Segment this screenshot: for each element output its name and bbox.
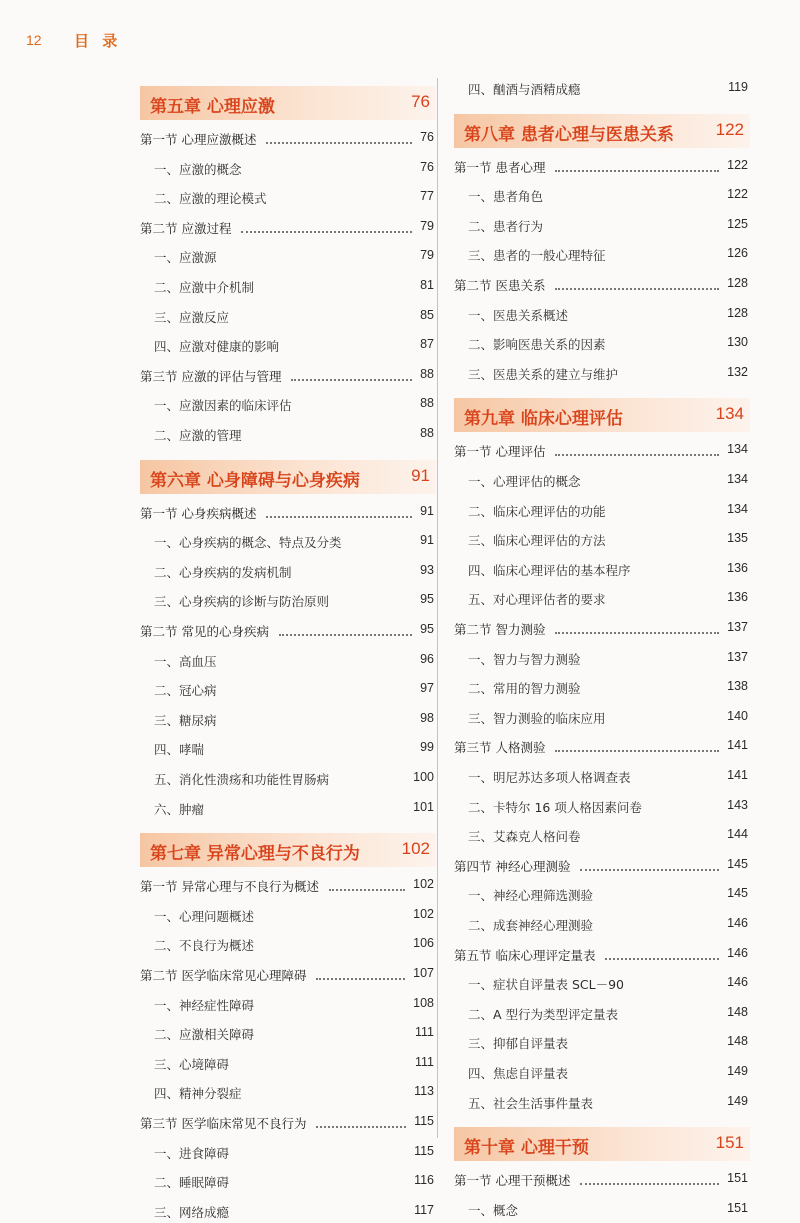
entry-page-number: 99 [420, 740, 434, 755]
toc-subsection-entry[interactable] [140, 650, 434, 672]
entry-page-number: 76 [420, 130, 434, 144]
toc-section-entry[interactable] [454, 156, 748, 178]
toc-section-entry[interactable] [140, 365, 434, 387]
subsection-title: 一、明尼苏达多项人格调查表 [468, 770, 631, 785]
dot-leader [279, 634, 412, 636]
toc-section-entry[interactable] [140, 502, 434, 524]
toc-section-entry[interactable] [454, 944, 748, 966]
dot-leader [316, 978, 405, 980]
toc-subsection-entry[interactable] [140, 306, 434, 328]
toc-subsection-entry[interactable] [140, 798, 434, 820]
toc-subsection-entry[interactable] [140, 590, 434, 612]
toc-subsection-entry[interactable] [140, 158, 434, 180]
entry-page-number: 79 [420, 218, 434, 233]
chapter-heading[interactable] [454, 398, 750, 432]
subsection-title: 二、临床心理评估的功能 [468, 503, 606, 519]
toc-subsection-entry[interactable] [140, 276, 434, 298]
entry-page-number: 141 [727, 768, 748, 782]
toc-subsection-entry[interactable] [454, 588, 748, 610]
entry-page-number: 151 [727, 1171, 748, 1186]
dot-leader [555, 632, 719, 634]
entry-page-number: 132 [727, 364, 748, 379]
subsection-title: 二、应激的理论模式 [154, 191, 267, 207]
subsection-title: 一、心身疾病的概念、特点及分类 [154, 535, 342, 551]
entry-page-number: 98 [420, 710, 434, 725]
toc-subsection-entry[interactable] [140, 1142, 434, 1164]
entry-page-number: 144 [727, 827, 748, 842]
toc-subsection-entry[interactable] [454, 884, 748, 906]
entry-page-number: 126 [727, 246, 748, 261]
entry-page-number: 134 [727, 442, 748, 457]
section-title: 第四节 神经心理测验 [454, 858, 571, 874]
dot-leader [555, 454, 719, 456]
dot-leader [580, 1183, 719, 1185]
toc-subsection-entry[interactable] [454, 333, 748, 355]
entry-page-number: 128 [727, 276, 748, 290]
toc-section-entry[interactable] [454, 1169, 748, 1191]
entry-page-number: 145 [727, 886, 748, 901]
chapter-heading[interactable] [140, 86, 436, 120]
subsection-title: 三、心身疾病的诊断与防治原则 [154, 594, 330, 610]
subsection-title: 二、冠心病 [154, 683, 217, 699]
entry-page-number: 115 [414, 1143, 434, 1158]
toc-subsection-entry[interactable] [454, 766, 748, 788]
toc-subsection-entry[interactable] [454, 78, 748, 100]
entry-page-number: 102 [413, 877, 434, 892]
toc-subsection-entry[interactable] [454, 1092, 748, 1114]
section-title: 第二节 医患关系 [454, 278, 546, 293]
subsection-title: 一、神经心理筛选测验 [468, 888, 594, 904]
toc-section-entry[interactable] [454, 736, 748, 758]
toc-subsection-entry[interactable] [454, 244, 748, 266]
entry-page-number: 76 [420, 159, 434, 174]
subsection-title: 三、抑郁自评量表 [468, 1036, 569, 1052]
entry-page-number: 140 [727, 708, 748, 723]
toc-subsection-entry[interactable] [454, 363, 748, 385]
entry-page-number: 107 [413, 966, 434, 980]
chapter-heading[interactable] [454, 114, 750, 148]
entry-page-number: 97 [420, 681, 434, 696]
subsection-title: 三、应激反应 [154, 309, 230, 325]
toc-subsection-entry[interactable] [454, 529, 748, 551]
entry-page-number: 128 [727, 305, 748, 320]
entry-page-number: 136 [727, 590, 748, 605]
toc-section-entry[interactable] [140, 620, 434, 642]
subsection-title: 二、患者行为 [468, 218, 544, 234]
chapter-title: 第十章 心理干预 [464, 1138, 589, 1159]
subsection-title: 五、对心理评估者的要求 [468, 592, 606, 608]
page-number: 12 [26, 32, 42, 48]
entry-page-number: 102 [413, 906, 434, 921]
toc-subsection-entry[interactable] [140, 1082, 434, 1104]
subsection-title: 一、症状自评量表 SCL－90 [468, 977, 625, 993]
subsection-title: 四、精神分裂症 [154, 1086, 242, 1102]
subsection-title: 一、进食障碍 [154, 1145, 230, 1161]
subsection-title: 一、神经症性障碍 [154, 997, 255, 1013]
entry-page-number: 96 [420, 651, 434, 666]
chapter-title: 第八章 患者心理与医患关系 [464, 124, 674, 145]
toc-subsection-entry[interactable] [454, 707, 748, 729]
toc-subsection-entry[interactable] [454, 1003, 748, 1025]
toc-subsection-entry[interactable] [454, 470, 748, 492]
subsection-title: 三、医患关系的建立与维护 [468, 366, 619, 382]
dot-leader [580, 869, 719, 871]
subsection-title: 二、应激相关障碍 [154, 1027, 255, 1043]
toc-subsection-entry[interactable] [140, 561, 434, 583]
entry-page-number: 151 [727, 1200, 748, 1215]
subsection-title: 二、心身疾病的发病机制 [154, 564, 292, 580]
entry-page-number: 116 [414, 1173, 434, 1188]
toc-section-entry[interactable] [454, 440, 748, 462]
toc-subsection-entry[interactable] [454, 973, 748, 995]
subsection-title: 六、肿瘤 [154, 801, 205, 817]
dot-leader [605, 958, 719, 960]
toc-subsection-entry[interactable] [140, 738, 434, 760]
subsection-title: 二、不良行为概述 [154, 938, 255, 954]
chapter-page-number: 76 [411, 92, 430, 111]
entry-page-number: 145 [727, 856, 748, 871]
entry-page-number: 106 [413, 936, 434, 951]
page-label: 目 录 [74, 32, 122, 50]
toc-subsection-entry[interactable] [140, 246, 434, 268]
toc-subsection-entry[interactable] [454, 677, 748, 699]
entry-page-number: 146 [727, 945, 748, 960]
subsection-title: 三、艾森克人格问卷 [468, 829, 581, 845]
section-title: 第二节 智力测验 [454, 622, 546, 637]
entry-page-number: 77 [420, 189, 434, 204]
chapter-title: 第九章 临床心理评估 [464, 409, 623, 430]
subsection-title: 三、临床心理评估的方法 [468, 533, 606, 549]
toc-subsection-entry[interactable] [140, 187, 434, 209]
dot-leader [266, 142, 412, 144]
subsection-title: 二、常用的智力测验 [468, 681, 581, 697]
entry-page-number: 79 [420, 248, 434, 263]
entry-page-number: 87 [420, 337, 434, 352]
entry-page-number: 100 [413, 770, 434, 784]
entry-page-number: 93 [420, 562, 434, 577]
section-title: 第一节 患者心理 [454, 159, 546, 175]
toc-subsection-entry[interactable] [454, 500, 748, 522]
section-title: 第一节 心理干预概述 [454, 1173, 571, 1189]
entry-page-number: 146 [727, 916, 748, 930]
entry-page-number: 122 [727, 157, 748, 172]
dot-leader [241, 231, 412, 233]
subsection-title: 二、卡特尔 16 项人格因素问卷 [468, 799, 642, 815]
page-header [0, 28, 800, 52]
toc-subsection-entry[interactable] [454, 1032, 748, 1054]
subsection-title: 二、影响医患关系的因素 [468, 337, 606, 353]
toc-section-entry[interactable] [140, 1112, 434, 1134]
entry-page-number: 91 [420, 503, 434, 518]
entry-page-number: 101 [413, 799, 434, 814]
subsection-title: 一、高血压 [154, 653, 217, 669]
section-title: 第五节 临床心理评定量表 [454, 947, 596, 963]
chapter-heading[interactable] [140, 833, 436, 867]
entry-page-number: 148 [727, 1004, 748, 1019]
entry-page-number: 141 [727, 738, 748, 753]
toc-subsection-entry[interactable] [140, 531, 434, 553]
toc-section-entry[interactable] [140, 217, 434, 239]
dot-leader [291, 379, 412, 381]
toc-subsection-entry[interactable] [140, 424, 434, 446]
entry-page-number: 108 [413, 995, 434, 1010]
section-title: 第三节 人格测验 [454, 740, 546, 756]
entry-page-number: 88 [420, 396, 434, 411]
toc-subsection-entry[interactable] [454, 559, 748, 581]
toc-subsection-entry[interactable] [140, 709, 434, 731]
entry-page-number: 135 [727, 531, 748, 546]
toc-subsection-entry[interactable] [140, 335, 434, 357]
chapter-title: 第七章 异常心理与不良行为 [150, 844, 360, 865]
entry-page-number: 95 [420, 622, 434, 636]
entry-page-number: 148 [727, 1034, 748, 1049]
subsection-title: 四、应激对健康的影响 [154, 339, 280, 355]
subsection-title: 四、焦虑自评量表 [468, 1066, 569, 1081]
entry-page-number: 134 [727, 472, 748, 486]
toc-subsection-entry[interactable] [140, 394, 434, 416]
toc-section-entry[interactable] [454, 274, 748, 296]
section-title: 第二节 常见的心身疾病 [140, 624, 269, 639]
section-title: 第一节 心身疾病概述 [140, 505, 257, 521]
chapter-page-number: 122 [715, 119, 744, 139]
toc-section-entry[interactable] [140, 964, 434, 986]
subsection-title: 二、成套神经心理测验 [468, 918, 594, 933]
subsection-title: 四、临床心理评估的基本程序 [468, 562, 631, 578]
entry-page-number: 137 [727, 649, 748, 664]
entry-page-number: 81 [420, 278, 434, 292]
section-title: 第一节 异常心理与不良行为概述 [140, 879, 319, 895]
subsection-title: 五、社会生活事件量表 [468, 1095, 594, 1111]
subsection-title: 三、心境障碍 [154, 1056, 230, 1072]
subsection-title: 三、网络成瘾 [154, 1204, 230, 1220]
entry-page-number: 149 [727, 1093, 748, 1108]
entry-page-number: 130 [727, 335, 748, 350]
chapter-heading[interactable] [454, 1127, 750, 1161]
toc-section-entry[interactable] [454, 618, 748, 640]
toc-subsection-entry[interactable] [454, 1199, 748, 1221]
toc-subsection-entry[interactable] [454, 914, 748, 936]
entry-page-number: 136 [727, 560, 748, 575]
subsection-title: 一、患者角色 [468, 189, 544, 205]
toc-subsection-entry[interactable] [140, 768, 434, 790]
toc-subsection-entry[interactable] [140, 994, 434, 1016]
entry-page-number: 119 [728, 80, 748, 94]
subsection-title: 二、睡眠障碍 [154, 1175, 230, 1191]
section-title: 第一节 心理评估 [454, 444, 546, 460]
subsection-title: 一、心理问题概述 [154, 908, 255, 924]
entry-page-number: 149 [727, 1064, 748, 1078]
toc-subsection-entry[interactable] [140, 1023, 434, 1045]
subsection-title: 一、智力与智力测验 [468, 651, 581, 667]
section-title: 第三节 医学临床常见不良行为 [140, 1116, 307, 1131]
subsection-title: 一、应激源 [154, 250, 217, 266]
toc-section-entry[interactable] [454, 855, 748, 877]
subsection-title: 二、应激的管理 [154, 428, 242, 443]
entry-page-number: 95 [420, 592, 434, 607]
dot-leader [316, 1126, 406, 1128]
subsection-title: 四、哮喘 [154, 742, 205, 758]
chapter-page-number: 134 [715, 404, 744, 424]
section-title: 第一节 心理应激概述 [140, 132, 257, 147]
chapter-page-number: 151 [715, 1133, 744, 1153]
entry-page-number: 115 [414, 1114, 434, 1128]
entry-page-number: 88 [420, 426, 434, 440]
chapter-heading[interactable] [140, 460, 436, 494]
toc-subsection-entry[interactable] [140, 905, 434, 927]
toc-subsection-entry[interactable] [454, 185, 748, 207]
subsection-title: 一、应激的概念 [154, 161, 242, 177]
toc-subsection-entry[interactable] [454, 796, 748, 818]
entry-page-number: 111 [414, 1054, 434, 1069]
entry-page-number: 146 [727, 975, 748, 990]
subsection-title: 二、应激中介机制 [154, 280, 255, 295]
entry-page-number: 111 [414, 1025, 434, 1040]
subsection-title: 一、医患关系概述 [468, 307, 569, 323]
subsection-title: 四、酗酒与酒精成瘾 [468, 82, 581, 97]
subsection-title: 三、智力测验的临床应用 [468, 710, 606, 726]
chapter-page-number: 91 [411, 465, 430, 485]
toc-subsection-entry[interactable] [454, 825, 748, 847]
toc-subsection-entry[interactable] [140, 934, 434, 956]
entry-page-number: 138 [727, 679, 748, 694]
toc-subsection-entry[interactable] [140, 1171, 434, 1193]
chapter-title: 第六章 心身障碍与心身疾病 [150, 470, 360, 491]
dot-leader [555, 288, 719, 290]
section-title: 第二节 医学临床常见心理障碍 [140, 968, 307, 983]
entry-page-number: 125 [727, 216, 748, 231]
toc-subsection-entry[interactable] [454, 648, 748, 670]
entry-page-number: 143 [727, 797, 748, 812]
entry-page-number: 122 [727, 187, 748, 202]
toc-subsection-entry[interactable] [140, 1053, 434, 1075]
entry-page-number: 88 [420, 366, 434, 381]
dot-leader [266, 516, 412, 518]
toc-section-entry[interactable] [140, 128, 434, 150]
subsection-title: 一、概念 [468, 1202, 519, 1218]
section-title: 第三节 应激的评估与管理 [140, 368, 282, 384]
toc-subsection-entry[interactable] [454, 304, 748, 326]
dot-leader [329, 889, 405, 891]
toc-subsection-entry[interactable] [454, 215, 748, 237]
entry-page-number: 117 [414, 1202, 434, 1217]
subsection-title: 一、心理评估的概念 [468, 474, 581, 489]
section-title: 第二节 应激过程 [140, 220, 232, 236]
chapter-title: 第五章 心理应激 [150, 97, 275, 117]
subsection-title: 二、A 型行为类型评定量表 [468, 1006, 619, 1022]
entry-page-number: 137 [727, 620, 748, 634]
entry-page-number: 85 [420, 307, 434, 322]
entry-page-number: 134 [727, 501, 748, 516]
entry-page-number: 113 [414, 1084, 434, 1099]
column-divider [437, 78, 438, 1138]
toc-subsection-entry[interactable] [140, 1201, 434, 1223]
chapter-page-number: 102 [401, 839, 430, 859]
toc-subsection-entry[interactable] [140, 679, 434, 701]
subsection-title: 一、应激因素的临床评估 [154, 398, 292, 414]
entry-page-number: 91 [420, 533, 434, 548]
subsection-title: 三、糖尿病 [154, 712, 217, 728]
dot-leader [555, 750, 719, 752]
subsection-title: 三、患者的一般心理特征 [468, 248, 606, 264]
subsection-title: 五、消化性溃疡和功能性胃肠病 [154, 772, 330, 787]
toc-section-entry[interactable] [140, 875, 434, 897]
dot-leader [555, 170, 719, 172]
toc-subsection-entry[interactable] [454, 1062, 748, 1084]
